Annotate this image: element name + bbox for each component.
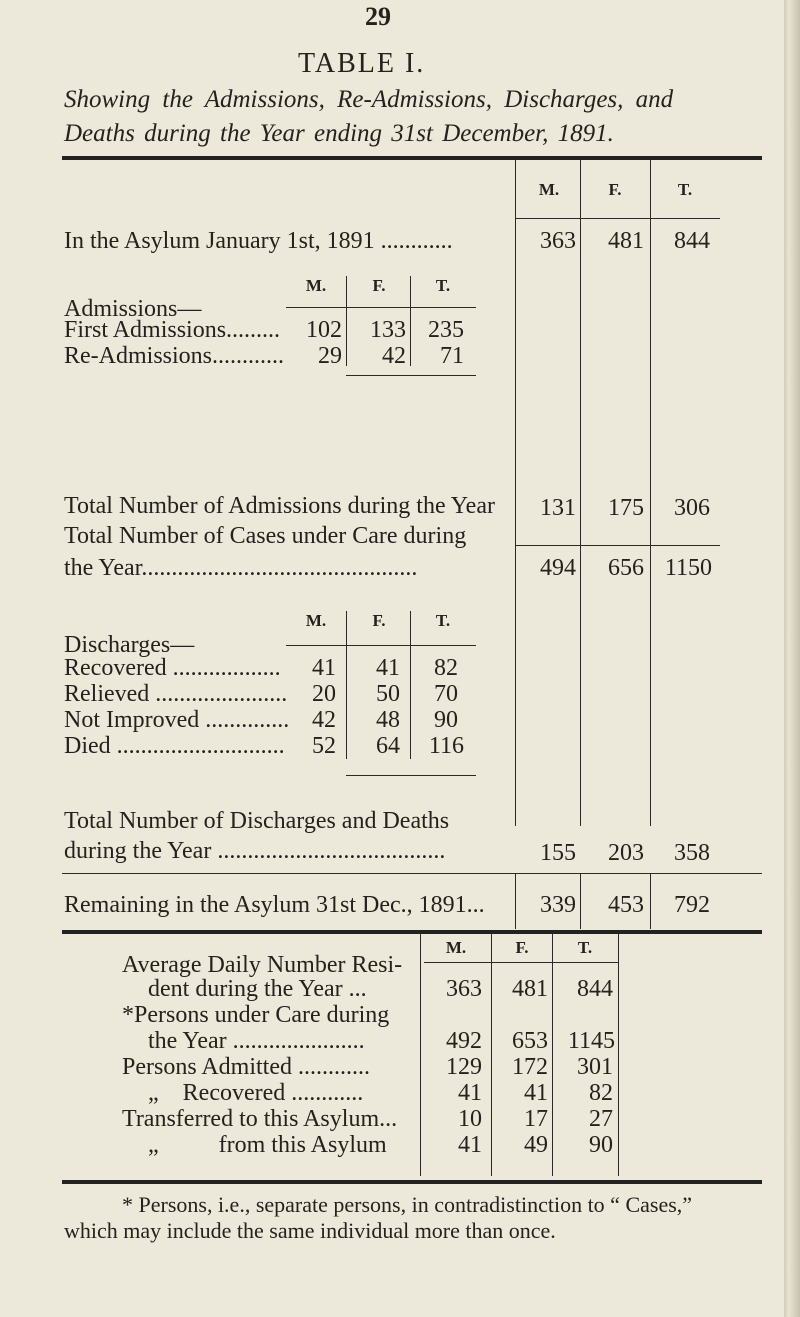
avg-col-line-1b	[420, 1060, 421, 1176]
adm-bottom-rule	[346, 375, 476, 376]
transferred-from-label: „ from this Asylum	[148, 1132, 387, 1158]
relieved-t: 70	[434, 681, 458, 707]
total-discharges-m: 155	[540, 840, 576, 866]
not-improved-label: Not Improved ..............	[64, 707, 290, 733]
died-m: 52	[312, 733, 336, 759]
avg-col-line-3	[552, 934, 553, 1060]
re-admissions-m: 29	[318, 343, 342, 369]
total-admissions-t: 306	[674, 495, 710, 521]
dis-header-underline	[286, 645, 476, 646]
persons-recovered-t: 82	[589, 1080, 613, 1106]
transferred-to-label: Transferred to this Asylum...	[122, 1106, 398, 1132]
right-col-line-2	[580, 160, 581, 826]
avg-col-line-2b	[491, 1060, 492, 1176]
avg-daily-f: 481	[512, 976, 548, 1002]
transferred-to-m: 10	[458, 1106, 482, 1132]
asylum-jan-m: 363	[540, 228, 576, 254]
re-admissions-f: 42	[382, 343, 406, 369]
transferred-to-f: 17	[524, 1106, 548, 1132]
dis-header-m: M.	[305, 611, 327, 630]
relieved-label: Relieved ......................	[64, 681, 288, 707]
transferred-from-f: 49	[524, 1132, 548, 1158]
footnote-line1: * Persons, i.e., separate persons, in contradistinction to “ Cases,”	[122, 1192, 693, 1217]
transferred-from-t: 90	[589, 1132, 613, 1158]
right-col-line-1	[515, 160, 516, 826]
persons-care-m: 492	[446, 1028, 482, 1054]
avg-header-t: T.	[577, 938, 593, 957]
avg-col-line-3b	[552, 1060, 553, 1176]
persons-care-f: 653	[512, 1028, 548, 1054]
not-improved-t: 90	[434, 707, 458, 733]
adm-header-underline	[286, 307, 476, 308]
dis-col-line-2	[410, 611, 411, 759]
persons-admitted-t: 301	[577, 1054, 613, 1080]
died-f: 64	[376, 733, 400, 759]
avg-col-line-4	[618, 934, 619, 1060]
persons-recovered-f: 41	[524, 1080, 548, 1106]
adm-header-t: T.	[435, 276, 451, 295]
recovered-f: 41	[376, 655, 400, 681]
total-discharges-t: 358	[674, 840, 710, 866]
dis-header-t: T.	[435, 611, 451, 630]
page-number: 29	[365, 2, 391, 31]
top-rule	[62, 156, 762, 160]
avg-daily-label-1: Average Daily Number Resi-	[122, 952, 403, 978]
total-cases-f: 656	[608, 555, 644, 581]
adm-header-f: F.	[372, 276, 386, 295]
first-admissions-label: First Admissions.........	[64, 317, 281, 343]
remaining-t: 792	[674, 892, 710, 918]
total-discharges-f: 203	[608, 840, 644, 866]
bottom-rule	[62, 1180, 762, 1184]
avg-header-f: F.	[515, 938, 529, 957]
remaining-f: 453	[608, 892, 644, 918]
persons-recovered-m: 41	[458, 1080, 482, 1106]
bottom-col-line-1	[515, 873, 516, 929]
mid-rule	[62, 930, 762, 934]
adm-header-m: M.	[305, 276, 327, 295]
died-t: 116	[428, 733, 464, 759]
footnote-line2: which may include the same individual more than once.	[64, 1218, 556, 1243]
remaining-label: Remaining in the Asylum 31st Dec., 1891...	[64, 892, 485, 918]
avg-daily-m: 363	[446, 976, 482, 1002]
recovered-label: Recovered ..................	[64, 655, 281, 681]
avg-daily-t: 844	[577, 976, 613, 1002]
recovered-t: 82	[434, 655, 458, 681]
persons-admitted-m: 129	[446, 1054, 482, 1080]
avg-col-line-2	[491, 934, 492, 1060]
not-improved-m: 42	[312, 707, 336, 733]
adm-col-line-1	[346, 276, 347, 366]
avg-col-line-1	[420, 934, 421, 1060]
col-header-f: F.	[608, 180, 622, 199]
total-discharges-rule	[62, 873, 762, 874]
avg-header-m: M.	[445, 938, 467, 957]
transferred-to-t: 27	[589, 1106, 613, 1132]
transferred-from-m: 41	[458, 1132, 482, 1158]
table-title: TABLE I.	[298, 48, 426, 79]
total-cases-m: 494	[540, 555, 576, 581]
total-cases-rule	[515, 545, 720, 546]
total-admissions-m: 131	[540, 495, 576, 521]
admissions-heading: Admissions—	[64, 296, 202, 322]
relieved-f: 50	[376, 681, 400, 707]
table-subtitle-line1: Showing the Admissions, Re-Admissions, Discharges, and	[64, 86, 674, 113]
persons-care-label-1: *Persons under Care during	[122, 1002, 390, 1028]
right-col-line-3	[650, 160, 651, 826]
header-underline	[515, 218, 720, 219]
persons-admitted-f: 172	[512, 1054, 548, 1080]
col-header-t: T.	[677, 180, 693, 199]
avg-daily-label-2: dent during the Year ...	[148, 976, 367, 1002]
col-header-m: M.	[538, 180, 560, 199]
remaining-m: 339	[540, 892, 576, 918]
not-improved-f: 48	[376, 707, 400, 733]
dis-header-f: F.	[372, 611, 386, 630]
asylum-jan-f: 481	[608, 228, 644, 254]
first-admissions-f: 133	[370, 317, 406, 343]
persons-recovered-label: „ Recovered ............	[148, 1080, 364, 1106]
discharges-heading: Discharges—	[64, 632, 195, 658]
asylum-jan-label: In the Asylum January 1st, 1891 ............	[64, 228, 453, 254]
avg-header-underline	[424, 962, 618, 963]
dis-bottom-rule	[346, 775, 476, 776]
total-discharges-label-1: Total Number of Discharges and Deaths	[64, 808, 450, 834]
total-discharges-label-2: during the Year ......................................	[64, 838, 446, 864]
relieved-m: 20	[312, 681, 336, 707]
persons-admitted-label: Persons Admitted ............	[122, 1054, 371, 1080]
bottom-col-line-2	[580, 873, 581, 929]
re-admissions-label: Re-Admissions............	[64, 343, 285, 369]
first-admissions-m: 102	[306, 317, 342, 343]
total-cases-label-1: Total Number of Cases under Care during	[64, 523, 467, 549]
died-label: Died ............................	[64, 733, 285, 759]
bottom-col-line-3	[650, 873, 651, 929]
total-admissions-f: 175	[608, 495, 644, 521]
asylum-jan-t: 844	[674, 228, 710, 254]
total-cases-t: 1150	[664, 555, 712, 581]
persons-care-label-2: the Year ......................	[148, 1028, 365, 1054]
re-admissions-t: 71	[440, 343, 464, 369]
table-subtitle-line2: Deaths during the Year ending 31st December, 1891.	[64, 120, 614, 147]
adm-col-line-2	[410, 276, 411, 366]
first-admissions-t: 235	[428, 317, 464, 343]
dis-col-line-1	[346, 611, 347, 759]
page-edge	[784, 0, 800, 1317]
total-cases-label-2: the Year..............................................	[64, 555, 418, 581]
recovered-m: 41	[312, 655, 336, 681]
persons-care-t: 1145	[567, 1028, 615, 1054]
avg-col-line-4b	[618, 1060, 619, 1176]
total-admissions-label: Total Number of Admissions during the Year	[64, 493, 495, 519]
